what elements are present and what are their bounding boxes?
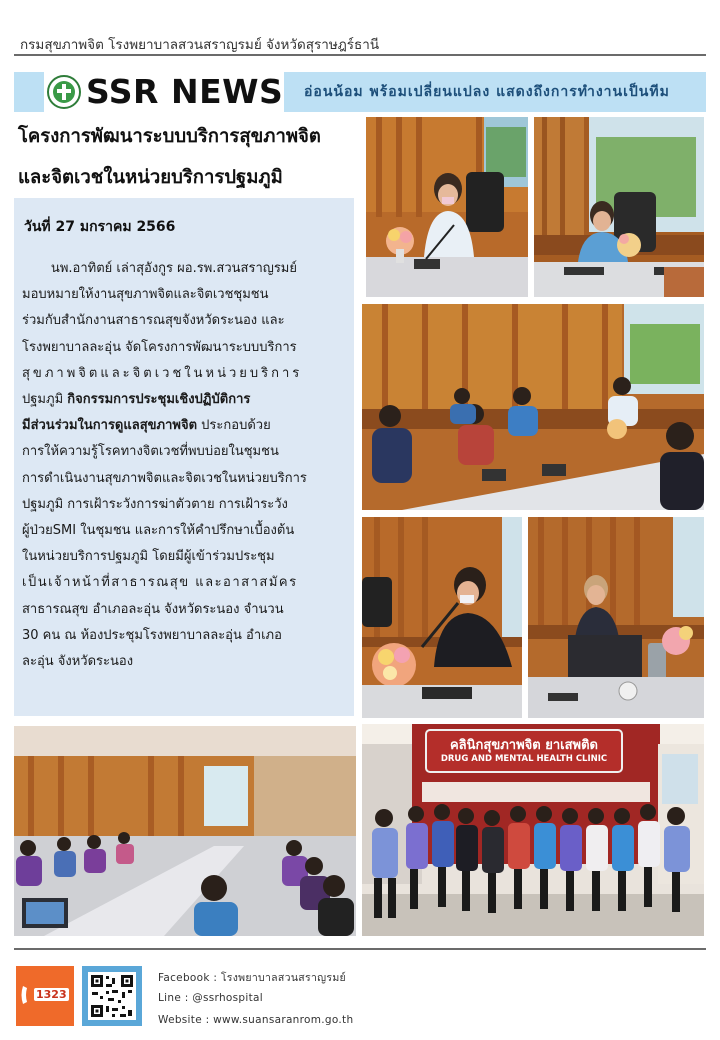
article-line: ในหน่วยบริการปฐมภูมิ โดยมีผู้เข้าร่วมประชุม [22, 549, 275, 565]
article-line: ปฐมภูมิ การเฝ้าระวังการฆ่าตัวตาย การเฝ้าระวัง [22, 496, 288, 512]
article-text: ปฐมภูมิ [22, 392, 68, 408]
photo-presenter-laptop [528, 517, 704, 718]
photo-meeting-speaker [366, 117, 528, 297]
article-line: 30 คน ณ ห้องประชุมโรงพยาบาลละอุ่น อำเภอ [22, 627, 282, 643]
line-id[interactable]: Line : @ssrhospital [158, 992, 263, 1004]
article-line: เป็นเจ้าหน้าที่สาธารณสุข และอาสาสมัคร [22, 575, 298, 591]
qr-code-icon[interactable] [82, 966, 142, 1026]
article-line: มอบหมายให้งานสุขภาพจิตและจิตเวชชุมชน [22, 287, 269, 303]
banner-title: SSR NEWS [86, 72, 284, 111]
article-line: นพ.อาทิตย์ เล่าสุอังกูร ผอ.รพ.สวนสราญรมย์ [22, 261, 297, 276]
article-line-with-bold [22, 413, 348, 439]
clinic-sign-thai: คลินิกสุขภาพจิต ยาเสพติด [449, 738, 598, 753]
hotline-badge [16, 966, 74, 1026]
footer-divider [14, 948, 706, 950]
article-date: วันที่ 27 มกราคม 2566 [24, 219, 176, 235]
article-line: ละอุ่น จังหวัดระนอง [22, 654, 134, 670]
header-divider [14, 54, 706, 56]
article-box [14, 198, 354, 716]
website-link[interactable]: Website : www.suansaranrom.go.th [158, 1014, 354, 1026]
article-line: โรงพยาบาลละอุ่น จัดโครงการพัฒนาระบบบริการ [22, 339, 297, 355]
phone-icon [20, 984, 34, 1006]
photo-group-clinic [362, 724, 704, 936]
article-bold-text: กิจกรรมการประชุมเชิงปฏิบัติการ [67, 392, 251, 408]
article-body [22, 256, 348, 675]
facebook-link[interactable]: Facebook : โรงพยาบาลสวนสราญรมย์ [158, 972, 347, 984]
organization-header: กรมสุขภาพจิต โรงพยาบาลสวนสราญรมย์ จังหวัดสุราษฎร์ธานี [20, 37, 380, 53]
article-line: การดำเนินงานสุขภาพจิตและจิตเวชในหน่วยบริการ [22, 470, 307, 486]
article-line: ร่วมกับสำนักงานสาธารณสุขจังหวัดระนอง และ [22, 313, 285, 329]
article-text: ประกอบด้วย [197, 418, 271, 434]
hotline-number: 1323 [36, 988, 67, 1001]
news-banner [14, 72, 706, 112]
article-line-with-bold [22, 387, 348, 413]
slogan-text: อ่อนน้อม พร้อมเปลี่ยนแปลง แสดงถึงการทำงานเป็นทีม [304, 84, 670, 100]
headline-line-2: และจิตเวชในหน่วยบริการปฐมภูมิ [18, 167, 283, 188]
article-bold-text: มีส่วนร่วมในการดูแลสุขภาพจิต [22, 418, 198, 434]
photo-meeting-wide [14, 726, 356, 936]
photo-meeting-official [534, 117, 704, 297]
article-line: การให้ความรู้โรคทางจิตเวชที่พบบ่อยในชุมชน [22, 444, 279, 460]
article-line: สาธารณสุข อำเภอละอุ่น จังหวัดระนอง จำนวน [22, 601, 284, 617]
hospital-logo-icon [46, 74, 82, 110]
slogan-bar [284, 72, 706, 112]
photo-speaker-microphone [362, 517, 522, 718]
article-line: สุขภาพจิตและจิตเวชในหน่วยบริการ [22, 365, 303, 381]
banner-accent [14, 72, 44, 112]
article-line: ผู้ป่วยSMI ในชุมชน และการให้คำปรึกษาเบื้องต้น [22, 523, 295, 539]
headline-line-1: โครงการพัฒนาระบบบริการสุขภาพจิต [18, 126, 321, 147]
photo-meeting-room [362, 304, 704, 510]
clinic-sign-english: DRUG AND MENTAL HEALTH CLINIC [440, 754, 608, 764]
